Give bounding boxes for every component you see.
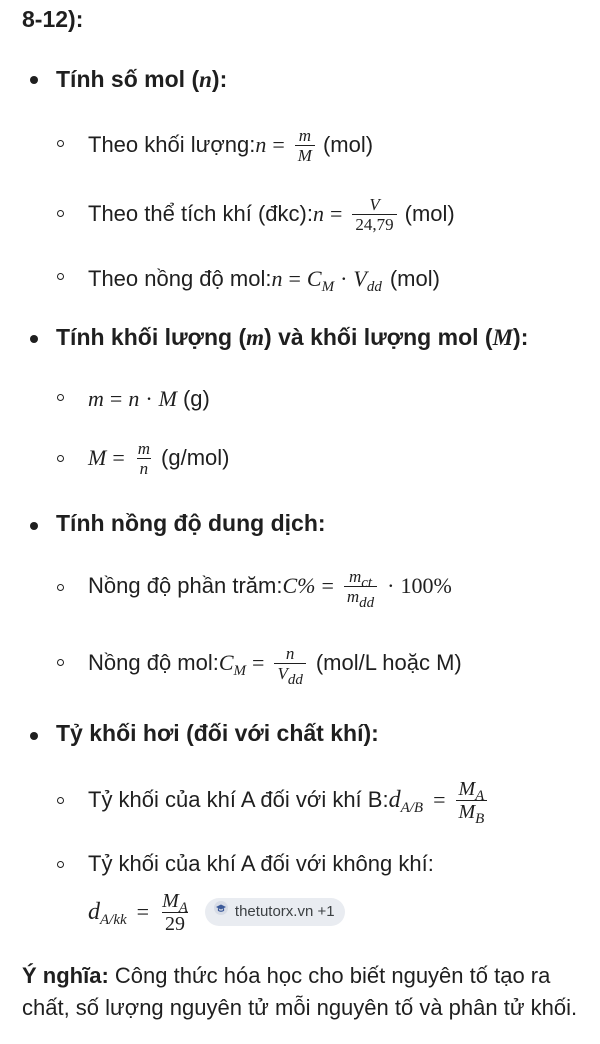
meaning-paragraph	[22, 960, 582, 1024]
unit: (mol/L hoặc M)	[315, 650, 462, 675]
heading-text: Tính khối lượng (	[56, 324, 247, 350]
unit: (g/mol)	[161, 445, 230, 470]
var-M: M	[158, 386, 177, 411]
label: Nồng độ phần trăm:	[88, 573, 283, 598]
source-chip[interactable]	[205, 898, 345, 926]
label: Nồng độ mol:	[88, 650, 219, 675]
fraction-denominator: M	[295, 145, 315, 165]
label: Theo nồng độ mol:	[88, 266, 272, 291]
var-m: m	[88, 386, 104, 411]
equals: =	[109, 386, 123, 411]
var-n: n	[312, 201, 324, 226]
formula-percent-conc	[88, 563, 452, 609]
var-c-m: $C_M$	[218, 650, 247, 679]
fraction-denominator: 29	[162, 912, 188, 935]
bullet	[30, 76, 38, 84]
density-air-label: Tỷ khối của khí A đối với không khí:	[88, 851, 434, 876]
heading-end: ):	[211, 66, 228, 92]
heading-var: m	[246, 325, 265, 350]
section-heading-density: Tỷ khối hơi (đối với chất khí):	[56, 720, 379, 746]
heading-text: Tính số mol (	[56, 66, 200, 92]
fraction-denominator: 24,79	[352, 214, 396, 234]
sub-bullet	[57, 584, 64, 591]
formula-molar-conc	[88, 640, 462, 686]
sub-bullet	[57, 273, 64, 280]
sub-bullet	[57, 394, 64, 401]
label: Theo khối lượng:	[88, 132, 256, 157]
fraction-denominator: $V_{dd}$	[274, 663, 305, 683]
dot: ·	[145, 386, 153, 411]
equals: =	[112, 445, 125, 470]
fraction-denominator: n	[137, 458, 152, 478]
fraction-numerator: m	[137, 438, 151, 458]
heading-var2: M	[492, 325, 514, 350]
fraction-denominator: $M_B$	[456, 800, 488, 823]
top-fragment: 8-12):	[22, 6, 84, 32]
dot: ·	[387, 573, 395, 598]
label: Theo thể tích khí (đkc):	[88, 201, 313, 226]
formula-density-air	[88, 888, 345, 936]
unit: (mol)	[389, 266, 440, 291]
var-v-dd: $V_{dd}$	[353, 266, 382, 295]
bullet	[30, 335, 38, 343]
sub-bullet	[57, 210, 64, 217]
fraction-numerator: n	[285, 643, 295, 663]
fraction-numerator: $M_A$	[458, 777, 485, 804]
formula-mol-by-volume	[88, 193, 455, 235]
heading-mid: ) và khối lượng mol (	[264, 324, 493, 350]
section-heading-concentration: Tính nồng độ dung dịch:	[56, 510, 326, 536]
unit: (g)	[182, 386, 210, 411]
bullet	[30, 522, 38, 530]
graduation-cap-icon	[213, 897, 229, 927]
unit: (mol)	[404, 201, 455, 226]
source-chip-label: thetutorx.vn +1	[234, 903, 335, 920]
fraction-numerator: m	[298, 125, 311, 145]
equals: =	[252, 650, 265, 675]
formula-density-ab	[88, 776, 491, 827]
section-heading-mass	[56, 322, 528, 353]
var-c-m: $C_M$	[306, 266, 335, 295]
fraction-numerator: V	[369, 194, 380, 214]
label: Tỷ khối của khí A đối với khí B:	[88, 787, 389, 812]
formula-mol-by-mass	[88, 124, 373, 166]
heading-end: ):	[513, 324, 529, 350]
equals: =	[136, 899, 150, 924]
equals: =	[433, 787, 446, 812]
formula-molar-mass	[88, 437, 229, 479]
fraction-denominator: $m_{dd}$	[344, 586, 377, 606]
sub-bullet	[57, 861, 64, 868]
equals: =	[288, 266, 301, 291]
var-M: M	[88, 445, 107, 470]
equals: =	[329, 201, 343, 226]
heading-var: n	[199, 67, 212, 92]
sub-bullet	[57, 659, 64, 666]
var-n: n	[128, 386, 140, 411]
fraction-numerator: $m_{ct}$	[348, 566, 373, 591]
equals: =	[321, 573, 334, 598]
unit: (mol)	[322, 132, 374, 157]
sub-bullet	[57, 797, 64, 804]
bullet	[30, 732, 38, 740]
meaning-text: Công thức hóa học cho biết nguyên tố tạo ra chất, số lượng nguyên tử mỗi nguyên tố và phân tử khối.	[22, 963, 578, 1020]
equals: =	[272, 132, 285, 157]
var-c-percent: C%	[282, 573, 316, 598]
sub-bullet	[57, 455, 64, 462]
meaning-label: Ý nghĩa:	[22, 963, 109, 988]
formula-mass	[88, 382, 210, 416]
formula-mol-by-conc	[88, 262, 440, 296]
dot: ·	[340, 266, 348, 291]
fraction-numerator: $M_A$	[162, 889, 188, 916]
var-d-akk: $d_{A/kk}$	[88, 899, 127, 928]
hundred-percent: 100%	[400, 573, 452, 598]
var-n: n	[271, 266, 283, 291]
var-n: n	[255, 132, 267, 157]
sub-bullet	[57, 140, 64, 147]
section-heading-mol	[56, 64, 227, 95]
var-d-ab: $d_{A/B}$	[388, 787, 424, 816]
